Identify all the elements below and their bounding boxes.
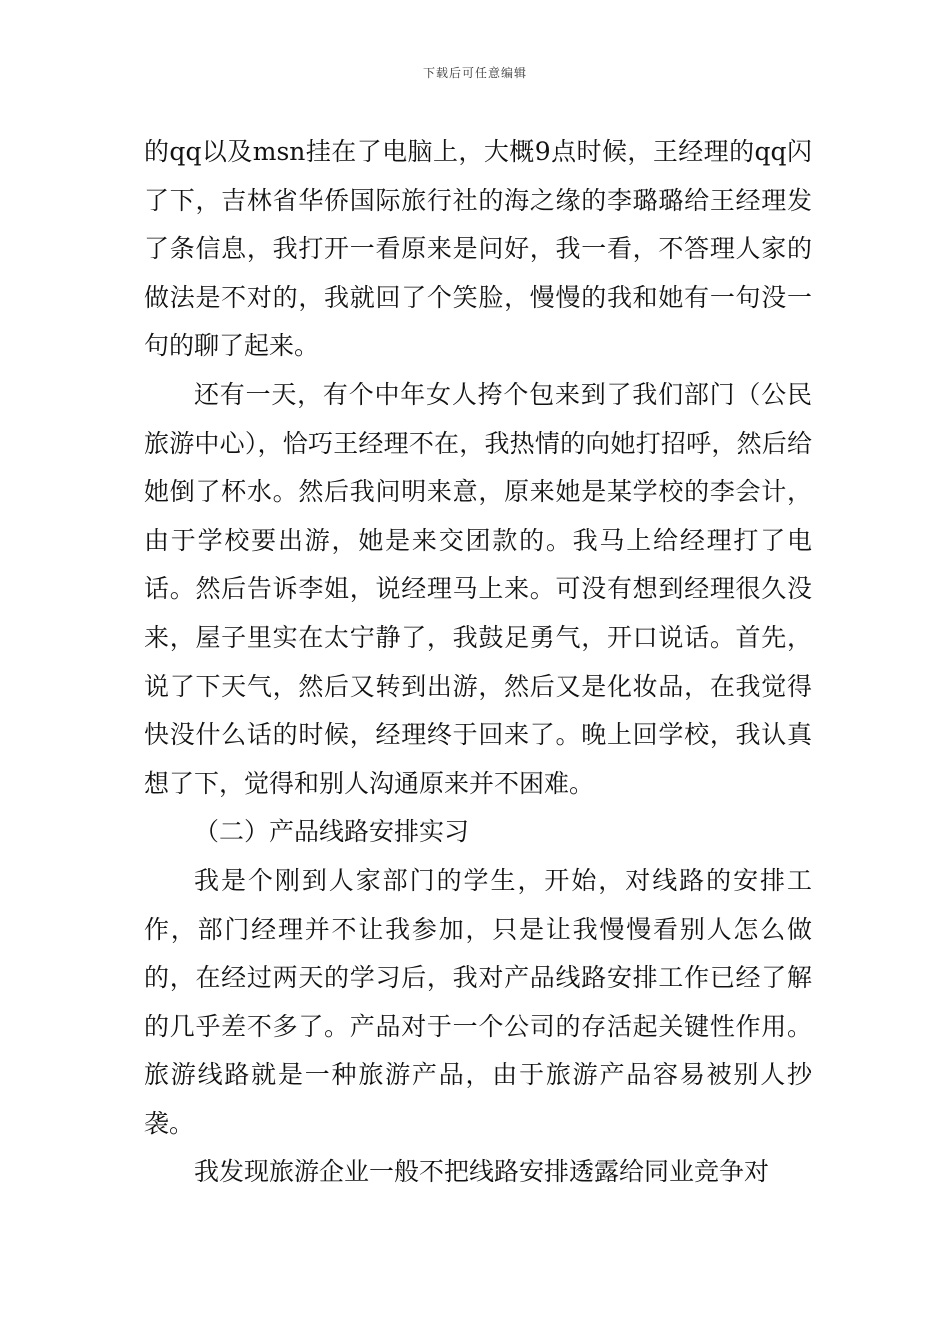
paragraph-3: 我是个刚到人家部门的学生，开始，对线路的安排工作，部门经理并不让我参加，只是让我慢慢看别人怎么做的，在经过两天的学习后，我对产品线路安排工作已经了解的几乎差不多了。产品对于一个公司的存活起关键性作用。旅游线路就是一种旅游产品，由于旅游产品容易被别人抄袭。 [144, 865, 812, 1138]
paragraph-1: 的qq以及msn挂在了电脑上，大概9点时候，王经理的qq闪了下，吉林省华侨国际旅行社的海之缘的李璐璐给王经理发了条信息，我打开一看原来是问好，我一看，不答理人家的做法是不对的，我就回了个笑脸，慢慢的我和她有一句没一句的聊了起来。 [144, 137, 812, 361]
header-note: 下载后可任意编辑 [422, 66, 527, 80]
paragraph-4: 我发现旅游企业一般不把线路安排透露给同业竞争对 [194, 1157, 770, 1187]
paragraph-2: 还有一天，有个中年女人挎个包来到了我们部门（公民旅游中心），恰巧王经理不在，我热情的向她打招呼，然后给她倒了杯水。然后我问明来意，原来她是某学校的李会计，由于学校要出游，她是来交团款的。我马上给经理打了电话。然后告诉李姐，说经理马上来。可没有想到经理很久没来，屋子里实在太宁静了，我鼓足勇气，开口说话。首先，说了下天气，然后又转到出游，然后又是化妆品，在我觉得快没什么话的时候，经理终于回来了。晚上回学校，我认真想了下，觉得和别人沟通原来并不困难。 [144, 379, 812, 798]
document-body [144, 128, 812, 1197]
section-heading: （二）产品线路安排实习 [194, 817, 470, 847]
